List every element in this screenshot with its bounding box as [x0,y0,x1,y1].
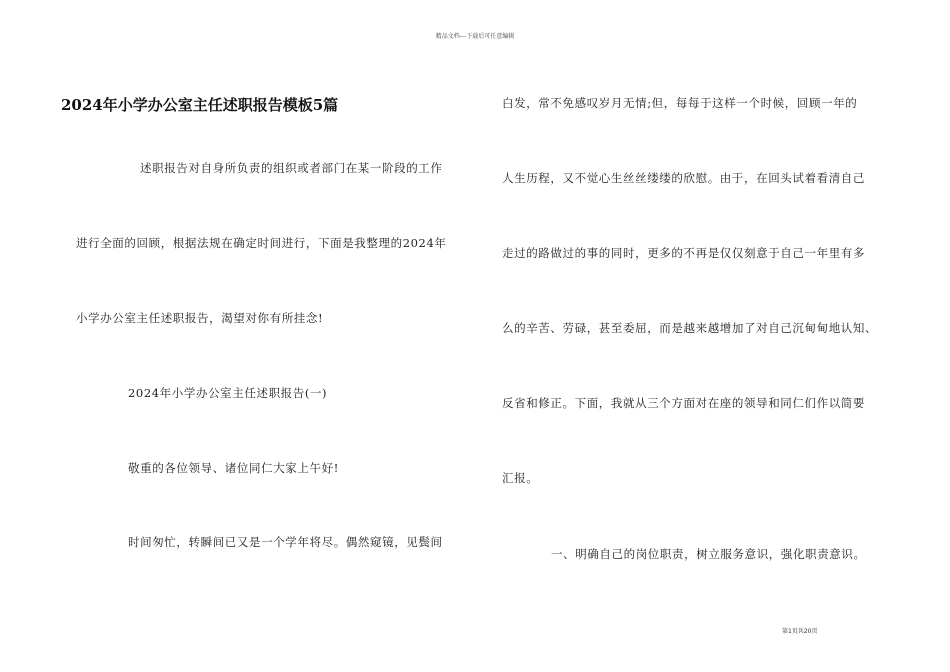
page-header: 精品文档---下载后可任意编辑 [435,33,515,40]
paragraph-line: 小学办公室主任述职报告，渴望对你有所挂念! [76,311,324,325]
page-number: 第1页共20页 [782,628,818,635]
paragraph-line: 走过的路做过的事的同时，更多的不再是仅仅刻意于自己一年里有多 [502,246,865,260]
paragraph-line: 反省和修正。下面，我就从三个方面对在座的领导和同仁们作以简要 [502,396,865,410]
paragraph-line: 述职报告对自身所负责的组织或者部门在某一阶段的工作 [140,161,443,175]
paragraph-line: 进行全面的回顾，根据法规在确定时间进行，下面是我整理的2024年 [76,236,447,250]
section-heading: 一、明确自己的岗位职责，树立服务意识，强化职责意识。 [551,547,866,561]
paragraph-line: 么的辛苦、劳碌，甚至委屈，而是越来越增加了对自己沉甸甸地认知、 [502,321,878,335]
paragraph-line: 人生历程，又不觉心生丝丝缕缕的欣慰。由于，在回头试着看清自己 [502,171,865,185]
salutation: 敬重的各位领导、诸位同仁大家上午好! [128,461,339,475]
section-heading: 2024年小学办公室主任述职报告(一) [128,386,328,400]
document-title: 2024年小学办公室主任述职报告模板5篇 [61,96,339,114]
paragraph-line: 汇报。 [502,471,539,485]
paragraph-line: 时间匆忙，转瞬间已又是一个学年将尽。偶然窥镜，见鬓间 [128,535,443,549]
paragraph-line: 白发，常不免感叹岁月无情;但，每每于这样一个时候，回顾一年的 [502,96,858,110]
